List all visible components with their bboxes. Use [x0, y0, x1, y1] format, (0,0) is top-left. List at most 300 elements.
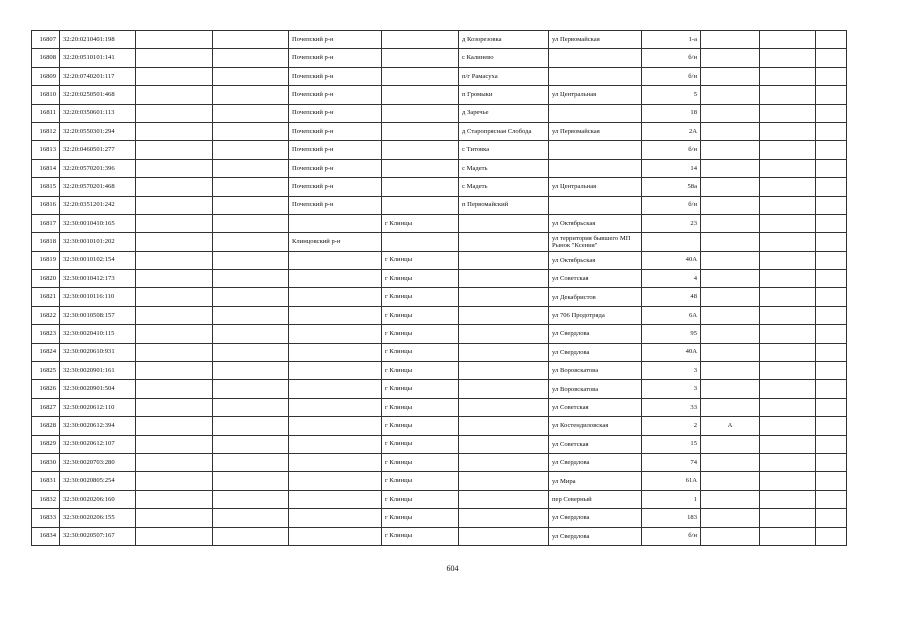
- settlement-cell: [459, 251, 549, 269]
- row-number-cell: 16825: [32, 362, 60, 380]
- row-number-cell: 16815: [32, 178, 60, 196]
- empty-cell: [136, 435, 213, 453]
- empty-cell: [213, 343, 289, 361]
- city-cell: [382, 104, 459, 122]
- empty-cell: [213, 141, 289, 159]
- empty-cell: [816, 453, 847, 471]
- district-cell: Почепский р-н: [289, 178, 382, 196]
- empty-cell: [213, 178, 289, 196]
- settlement-cell: [459, 214, 549, 232]
- building-letter-cell: [701, 288, 760, 306]
- empty-cell: [760, 233, 816, 251]
- row-number-cell: 16819: [32, 251, 60, 269]
- row-number-cell: 16810: [32, 86, 60, 104]
- table-row: [32, 251, 847, 269]
- building-letter-cell: [701, 214, 760, 232]
- settlement-cell: п Первомайский: [459, 196, 549, 214]
- building-letter-cell: [701, 380, 760, 398]
- building-letter-cell: [701, 325, 760, 343]
- table-row: [32, 49, 847, 67]
- street-cell: ул Советская: [549, 435, 642, 453]
- cadastral-number-cell: 32:20:0250501:468: [60, 86, 136, 104]
- street-cell: ул Свердлова: [549, 453, 642, 471]
- empty-cell: [760, 67, 816, 85]
- street-cell: [549, 49, 642, 67]
- building-letter-cell: [701, 67, 760, 85]
- house-number-cell: 4: [642, 270, 701, 288]
- row-number-cell: 16828: [32, 417, 60, 435]
- empty-cell: [136, 196, 213, 214]
- empty-cell: [816, 196, 847, 214]
- house-number-cell: 1: [642, 490, 701, 508]
- settlement-cell: [459, 306, 549, 324]
- district-cell: [289, 472, 382, 490]
- settlement-cell: [459, 490, 549, 508]
- settlement-cell: п/г Рамасуха: [459, 67, 549, 85]
- empty-cell: [136, 67, 213, 85]
- empty-cell: [136, 270, 213, 288]
- street-cell: ул территория бывшего МП Рынок "Ксения": [549, 233, 642, 251]
- cadastral-number-cell: 32:30:0020901:504: [60, 380, 136, 398]
- street-cell: [549, 159, 642, 177]
- empty-cell: [213, 453, 289, 471]
- cadastral-number-cell: 32:20:0351201:242: [60, 196, 136, 214]
- empty-cell: [760, 417, 816, 435]
- table-row: [32, 380, 847, 398]
- house-number-cell: 74: [642, 453, 701, 471]
- empty-cell: [213, 490, 289, 508]
- empty-cell: [760, 159, 816, 177]
- city-cell: г Клинцы: [382, 398, 459, 416]
- empty-cell: [136, 122, 213, 140]
- settlement-cell: п Громыки: [459, 86, 549, 104]
- empty-cell: [213, 49, 289, 67]
- empty-cell: [760, 325, 816, 343]
- building-letter-cell: [701, 398, 760, 416]
- street-cell: [549, 196, 642, 214]
- empty-cell: [816, 67, 847, 85]
- district-cell: [289, 362, 382, 380]
- district-cell: [289, 325, 382, 343]
- row-number-cell: 16831: [32, 472, 60, 490]
- empty-cell: [760, 141, 816, 159]
- house-number-cell: 40А: [642, 343, 701, 361]
- settlement-cell: [459, 380, 549, 398]
- row-number-cell: 16809: [32, 67, 60, 85]
- city-cell: г Клинцы: [382, 343, 459, 361]
- settlement-cell: [459, 453, 549, 471]
- row-number-cell: 16821: [32, 288, 60, 306]
- empty-cell: [136, 509, 213, 527]
- building-letter-cell: [701, 527, 760, 545]
- row-number-cell: 16817: [32, 214, 60, 232]
- building-letter-cell: [701, 343, 760, 361]
- empty-cell: [136, 141, 213, 159]
- street-cell: ул Первомайская: [549, 122, 642, 140]
- row-number-cell: 16808: [32, 49, 60, 67]
- empty-cell: [136, 288, 213, 306]
- settlement-cell: [459, 288, 549, 306]
- street-cell: ул Костендиловская: [549, 417, 642, 435]
- city-cell: г Клинцы: [382, 288, 459, 306]
- row-number-cell: 16829: [32, 435, 60, 453]
- table-row: [32, 233, 847, 251]
- street-cell: пер Северный: [549, 490, 642, 508]
- empty-cell: [136, 398, 213, 416]
- street-cell: ул Декабристов: [549, 288, 642, 306]
- city-cell: г Клинцы: [382, 490, 459, 508]
- row-number-cell: 16823: [32, 325, 60, 343]
- building-letter-cell: [701, 122, 760, 140]
- empty-cell: [816, 178, 847, 196]
- table-row: [32, 31, 847, 49]
- district-cell: Почепский р-н: [289, 104, 382, 122]
- building-letter-cell: [701, 453, 760, 471]
- empty-cell: [816, 472, 847, 490]
- table-row: [32, 362, 847, 380]
- city-cell: г Клинцы: [382, 214, 459, 232]
- district-cell: Клинцовский р-н: [289, 233, 382, 251]
- table-row: [32, 509, 847, 527]
- house-number-cell: б/н: [642, 196, 701, 214]
- table-row: [32, 435, 847, 453]
- building-letter-cell: [701, 306, 760, 324]
- empty-cell: [816, 233, 847, 251]
- empty-cell: [213, 86, 289, 104]
- empty-cell: [816, 490, 847, 508]
- city-cell: [382, 49, 459, 67]
- house-number-cell: 48: [642, 288, 701, 306]
- city-cell: [382, 159, 459, 177]
- city-cell: г Клинцы: [382, 509, 459, 527]
- empty-cell: [760, 306, 816, 324]
- empty-cell: [816, 141, 847, 159]
- empty-cell: [213, 270, 289, 288]
- city-cell: г Клинцы: [382, 362, 459, 380]
- empty-cell: [816, 435, 847, 453]
- house-number-cell: 33: [642, 398, 701, 416]
- cadastral-number-cell: 32:20:0570201:396: [60, 159, 136, 177]
- cadastral-number-cell: 32:20:0550301:294: [60, 122, 136, 140]
- district-cell: Почепский р-н: [289, 159, 382, 177]
- city-cell: г Клинцы: [382, 306, 459, 324]
- cadastral-number-cell: 32:30:0010508:157: [60, 306, 136, 324]
- empty-cell: [816, 270, 847, 288]
- row-number-cell: 16807: [32, 31, 60, 49]
- empty-cell: [816, 343, 847, 361]
- settlement-cell: [459, 325, 549, 343]
- empty-cell: [816, 49, 847, 67]
- empty-cell: [816, 31, 847, 49]
- settlement-cell: [459, 527, 549, 545]
- empty-cell: [760, 343, 816, 361]
- house-number-cell: б/н: [642, 67, 701, 85]
- row-number-cell: 16824: [32, 343, 60, 361]
- house-number-cell: 61А: [642, 472, 701, 490]
- empty-cell: [816, 306, 847, 324]
- house-number-cell: 40А: [642, 251, 701, 269]
- city-cell: [382, 122, 459, 140]
- building-letter-cell: А: [701, 417, 760, 435]
- empty-cell: [760, 122, 816, 140]
- empty-cell: [816, 288, 847, 306]
- empty-cell: [136, 159, 213, 177]
- house-number-cell: 15: [642, 435, 701, 453]
- street-cell: ул Свердлова: [549, 325, 642, 343]
- settlement-cell: [459, 343, 549, 361]
- empty-cell: [760, 31, 816, 49]
- settlement-cell: [459, 509, 549, 527]
- page-number: 604: [446, 564, 459, 573]
- empty-cell: [816, 122, 847, 140]
- street-cell: ул Свердлова: [549, 509, 642, 527]
- street-cell: ул Воровскатова: [549, 380, 642, 398]
- district-cell: Почепский р-н: [289, 122, 382, 140]
- street-cell: ул Первомайская: [549, 31, 642, 49]
- row-number-cell: 16826: [32, 380, 60, 398]
- street-cell: [549, 67, 642, 85]
- table-row: [32, 141, 847, 159]
- empty-cell: [136, 490, 213, 508]
- building-letter-cell: [701, 178, 760, 196]
- table-row: [32, 527, 847, 545]
- cadastral-number-cell: 32:30:0020610:931: [60, 343, 136, 361]
- building-letter-cell: [701, 509, 760, 527]
- row-number-cell: 16827: [32, 398, 60, 416]
- row-number-cell: 16833: [32, 509, 60, 527]
- table-row: [32, 453, 847, 471]
- cadastral-number-cell: 32:30:0010412:173: [60, 270, 136, 288]
- district-cell: [289, 343, 382, 361]
- cadastral-number-cell: 32:30:0020206:160: [60, 490, 136, 508]
- empty-cell: [213, 196, 289, 214]
- empty-cell: [816, 509, 847, 527]
- city-cell: г Клинцы: [382, 435, 459, 453]
- settlement-cell: [459, 472, 549, 490]
- cadastral-number-cell: 32:20:0210401:198: [60, 31, 136, 49]
- empty-cell: [760, 251, 816, 269]
- city-cell: г Клинцы: [382, 527, 459, 545]
- empty-cell: [213, 251, 289, 269]
- row-number-cell: 16820: [32, 270, 60, 288]
- empty-cell: [760, 196, 816, 214]
- cadastral-number-cell: 32:30:0020901:161: [60, 362, 136, 380]
- district-cell: [289, 509, 382, 527]
- row-number-cell: 16816: [32, 196, 60, 214]
- empty-cell: [816, 104, 847, 122]
- district-cell: [289, 380, 382, 398]
- cadastral-number-cell: 32:30:0020507:167: [60, 527, 136, 545]
- building-letter-cell: [701, 435, 760, 453]
- house-number-cell: 183: [642, 509, 701, 527]
- building-letter-cell: [701, 159, 760, 177]
- house-number-cell: 58а: [642, 178, 701, 196]
- cadastral-number-cell: 32:30:0020703:280: [60, 453, 136, 471]
- row-number-cell: 16812: [32, 122, 60, 140]
- empty-cell: [213, 159, 289, 177]
- house-number-cell: [642, 233, 701, 251]
- city-cell: [382, 141, 459, 159]
- city-cell: г Клинцы: [382, 270, 459, 288]
- row-number-cell: 16814: [32, 159, 60, 177]
- empty-cell: [213, 398, 289, 416]
- empty-cell: [136, 233, 213, 251]
- settlement-cell: [459, 417, 549, 435]
- table-row: [32, 159, 847, 177]
- table-row: [32, 214, 847, 232]
- row-number-cell: 16822: [32, 306, 60, 324]
- empty-cell: [816, 251, 847, 269]
- empty-cell: [136, 306, 213, 324]
- table-row: [32, 398, 847, 416]
- empty-cell: [760, 86, 816, 104]
- house-number-cell: 1-а: [642, 31, 701, 49]
- city-cell: г Клинцы: [382, 472, 459, 490]
- settlement-cell: д Козорезовка: [459, 31, 549, 49]
- city-cell: г Клинцы: [382, 325, 459, 343]
- empty-cell: [213, 288, 289, 306]
- table-row: [32, 67, 847, 85]
- street-cell: ул Свердлова: [549, 343, 642, 361]
- cadastral-number-cell: 32:20:0350601:113: [60, 104, 136, 122]
- empty-cell: [760, 453, 816, 471]
- building-letter-cell: [701, 233, 760, 251]
- street-cell: ул 706 Продотряда: [549, 306, 642, 324]
- building-letter-cell: [701, 196, 760, 214]
- building-letter-cell: [701, 472, 760, 490]
- empty-cell: [816, 398, 847, 416]
- empty-cell: [136, 453, 213, 471]
- building-letter-cell: [701, 104, 760, 122]
- empty-cell: [213, 509, 289, 527]
- settlement-cell: [459, 362, 549, 380]
- empty-cell: [213, 306, 289, 324]
- city-cell: [382, 196, 459, 214]
- empty-cell: [136, 417, 213, 435]
- city-cell: [382, 233, 459, 251]
- row-number-cell: 16813: [32, 141, 60, 159]
- district-cell: [289, 453, 382, 471]
- district-cell: [289, 417, 382, 435]
- district-cell: [289, 306, 382, 324]
- city-cell: г Клинцы: [382, 251, 459, 269]
- building-letter-cell: [701, 270, 760, 288]
- cadastral-number-cell: 32:30:0020612:110: [60, 398, 136, 416]
- house-number-cell: 2А: [642, 122, 701, 140]
- district-cell: Почепский р-н: [289, 141, 382, 159]
- street-cell: ул Мира: [549, 472, 642, 490]
- empty-cell: [213, 380, 289, 398]
- table-row: [32, 270, 847, 288]
- empty-cell: [816, 325, 847, 343]
- settlement-cell: д Заречье: [459, 104, 549, 122]
- empty-cell: [136, 325, 213, 343]
- house-number-cell: 23: [642, 214, 701, 232]
- district-cell: Почепский р-н: [289, 31, 382, 49]
- row-number-cell: 16834: [32, 527, 60, 545]
- building-letter-cell: [701, 141, 760, 159]
- city-cell: [382, 67, 459, 85]
- table-row: [32, 417, 847, 435]
- building-letter-cell: [701, 86, 760, 104]
- empty-cell: [213, 472, 289, 490]
- empty-cell: [213, 122, 289, 140]
- table-body: [32, 31, 847, 546]
- settlement-cell: с Титовка: [459, 141, 549, 159]
- street-cell: ул Воровскатова: [549, 362, 642, 380]
- street-cell: ул Октябрьская: [549, 214, 642, 232]
- table-row: [32, 306, 847, 324]
- table-row: [32, 104, 847, 122]
- settlement-cell: с Калинево: [459, 49, 549, 67]
- empty-cell: [136, 527, 213, 545]
- empty-cell: [760, 362, 816, 380]
- cadastral-number-cell: 32:30:0020805:254: [60, 472, 136, 490]
- empty-cell: [213, 233, 289, 251]
- row-number-cell: 16832: [32, 490, 60, 508]
- house-number-cell: 3: [642, 380, 701, 398]
- district-cell: [289, 214, 382, 232]
- row-number-cell: 16818: [32, 233, 60, 251]
- empty-cell: [213, 435, 289, 453]
- building-letter-cell: [701, 31, 760, 49]
- table-row: [32, 86, 847, 104]
- empty-cell: [136, 362, 213, 380]
- table-row: [32, 196, 847, 214]
- empty-cell: [136, 86, 213, 104]
- street-cell: ул Советская: [549, 398, 642, 416]
- settlement-cell: [459, 435, 549, 453]
- city-cell: [382, 178, 459, 196]
- row-number-cell: 16811: [32, 104, 60, 122]
- empty-cell: [760, 490, 816, 508]
- district-cell: [289, 270, 382, 288]
- house-number-cell: б/н: [642, 527, 701, 545]
- district-cell: [289, 490, 382, 508]
- city-cell: г Клинцы: [382, 453, 459, 471]
- empty-cell: [816, 527, 847, 545]
- empty-cell: [136, 343, 213, 361]
- empty-cell: [136, 178, 213, 196]
- empty-cell: [816, 417, 847, 435]
- settlement-cell: [459, 270, 549, 288]
- cadastral-number-cell: 32:30:0010102:154: [60, 251, 136, 269]
- empty-cell: [760, 104, 816, 122]
- table-row: [32, 343, 847, 361]
- cadastral-number-cell: 32:20:0570201:468: [60, 178, 136, 196]
- empty-cell: [760, 214, 816, 232]
- building-letter-cell: [701, 490, 760, 508]
- empty-cell: [760, 380, 816, 398]
- empty-cell: [816, 86, 847, 104]
- settlement-cell: с Мадеть: [459, 159, 549, 177]
- house-number-cell: 95: [642, 325, 701, 343]
- street-cell: ул Октябрьская: [549, 251, 642, 269]
- district-cell: [289, 288, 382, 306]
- empty-cell: [213, 325, 289, 343]
- settlement-cell: д Старопрясная Слобода: [459, 122, 549, 140]
- cadastral-number-cell: 32:30:0020612:394: [60, 417, 136, 435]
- street-cell: ул Центральная: [549, 178, 642, 196]
- empty-cell: [760, 49, 816, 67]
- house-number-cell: 14: [642, 159, 701, 177]
- cadastral-number-cell: 32:30:0010410:165: [60, 214, 136, 232]
- empty-cell: [816, 214, 847, 232]
- empty-cell: [136, 31, 213, 49]
- street-cell: ул Центральная: [549, 86, 642, 104]
- street-cell: ул Советская: [549, 270, 642, 288]
- empty-cell: [213, 104, 289, 122]
